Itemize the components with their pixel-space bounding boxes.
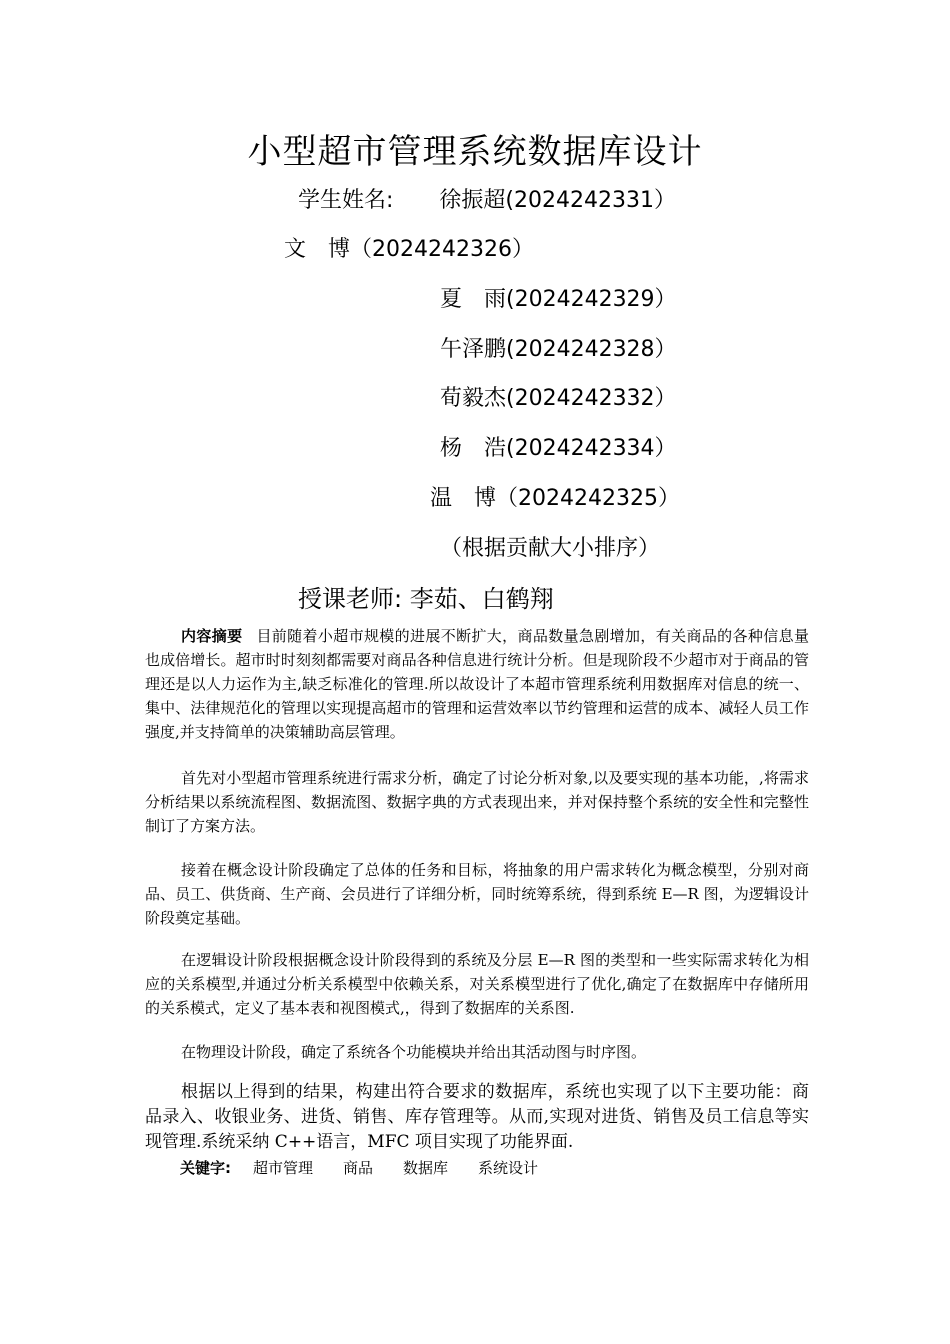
teacher-line: 授课老师: 李茹、白鹤翔	[298, 585, 554, 613]
abstract-paragraph-2: 首先对小型超市管理系统进行需求分析，确定了讨论分析对象,以及要实现的基本功能，,将需求分析结果以系统流程图、数据流图、数据字典的方式表现出来，并对保持整个系统的安全性和完整性制订了方案方法。	[145, 769, 809, 835]
abstract-label: 内容摘要	[181, 627, 243, 645]
abstract-paragraph-5: 在物理设计阶段，确定了系统各个功能模块并给出其活动图与时序图。	[181, 1043, 647, 1061]
abstract-text-1: 目前随着小超市规模的进展不断扩大，商品数量急剧增加，有关商品的各种信息量也成倍增长。超市时时刻刻都需要对商品各种信息进行统计分析。但是现阶段不少超市对于商品的管理还是以人力运作为主,缺乏标准化的管理.所以故设计了本超市管理系统利用数据库对信息的统一、集中、法律规范化的管理以实现提高超市的管理和运营效率以节约管理和运营的成本、减轻人员工作强度,并支持简单的决策辅助高层管理。	[145, 627, 809, 741]
author-6: 杨 浩(2024242334）	[440, 436, 677, 461]
author-1: 徐振超(2024242331）	[439, 188, 676, 213]
keyword-item: 数据库	[403, 1159, 449, 1177]
author-5: 荀毅杰(2024242332）	[440, 386, 677, 411]
keywords-row	[180, 1156, 568, 1180]
keyword-item: 系统设计	[478, 1159, 539, 1177]
abstract-paragraph-1	[145, 624, 809, 744]
author-4: 午泽鹏(2024242328）	[440, 337, 677, 362]
student-names-label: 学生姓名:	[298, 188, 394, 213]
keyword-item: 超市管理	[253, 1159, 314, 1177]
author-7: 温 博（2024242325）	[430, 486, 680, 511]
author-2: 文 博（2024242326）	[284, 237, 534, 262]
contribution-order-note: （根据贡献大小排序）	[440, 536, 661, 561]
keywords-label: 关键字:	[180, 1159, 231, 1177]
abstract-paragraph-6: 根据以上得到的结果，构建出符合要求的数据库，系统也实现了以下主要功能：商品录入、收银业务、进货、销售、库存管理等。从而,实现对进货、销售及员工信息等实现管理.系统采纳 C++语言，MFC 项目实现了功能界面.	[145, 1082, 809, 1152]
page-title: 小型超市管理系统数据库设计	[247, 132, 703, 172]
student-names-row	[298, 186, 676, 216]
abstract-paragraph-3: 接着在概念设计阶段确定了总体的任务和目标，将抽象的用户需求转化为概念模型，分别对商品、员工、供货商、生产商、会员进行了详细分析，同时统筹系统，得到系统 E—R 图，为逻辑设计阶段奠定基础。	[145, 861, 809, 927]
keyword-item: 商品	[343, 1159, 374, 1177]
author-3: 夏 雨(2024242329）	[440, 287, 677, 312]
abstract-paragraph-4: 在逻辑设计阶段根据概念设计阶段得到的系统及分层 E—R 图的类型和一些实际需求转化为相应的关系模型,并通过分析关系模型中依赖关系，对关系模型进行了优化,确定了在数据库中存储所用的关系模式，定义了基本表和视图模式,，得到了数据库的关系图.	[145, 951, 809, 1017]
